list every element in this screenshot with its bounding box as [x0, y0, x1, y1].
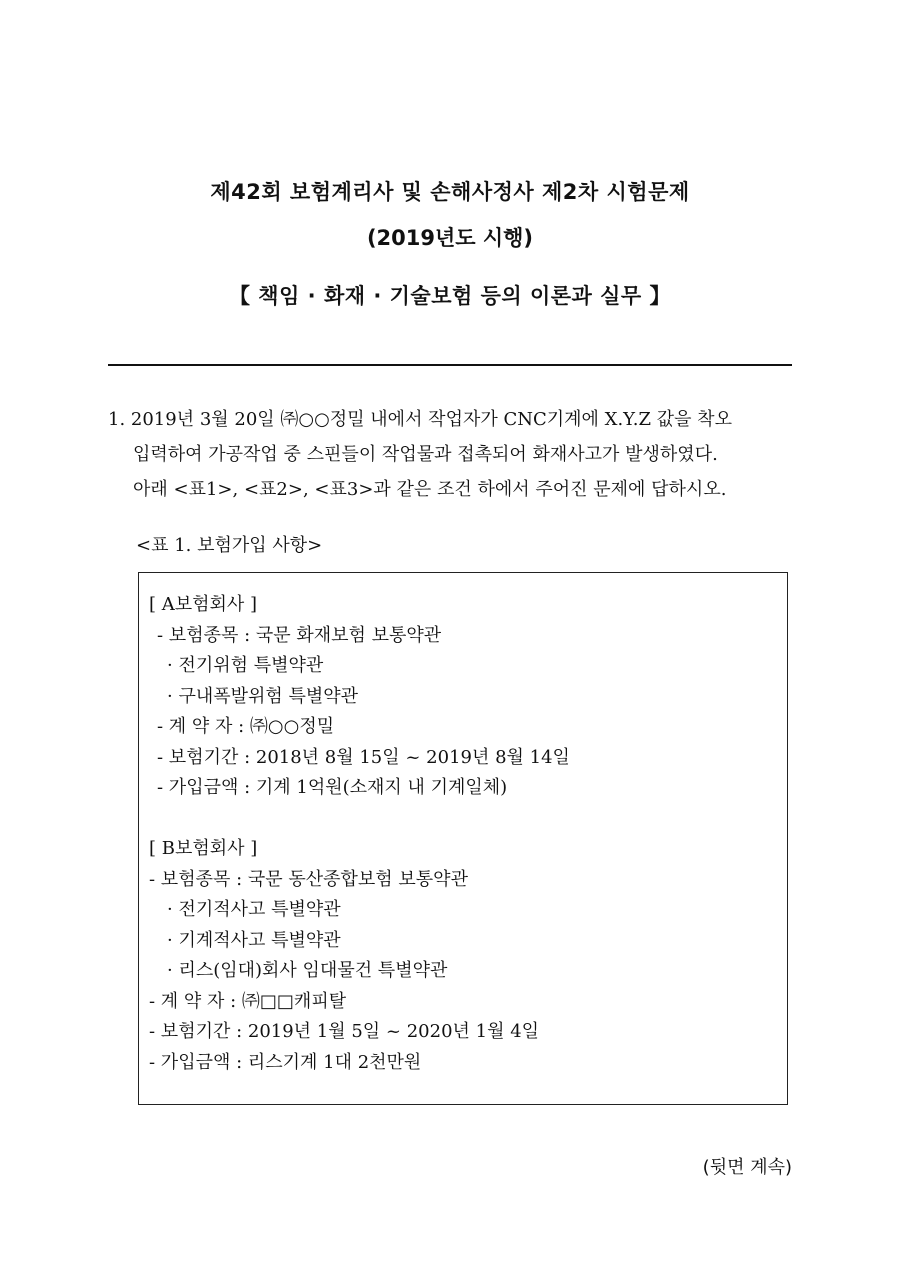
company-b-line: - 보험기간 : 2019년 1월 5일 ~ 2020년 1월 4일 [149, 1021, 540, 1042]
insurance-info-box [138, 572, 788, 1105]
company-a-heading: [ A보험회사 ] [149, 594, 258, 615]
company-b-line: - 가입금액 : 리스기계 1대 2천만원 [149, 1051, 422, 1073]
company-b-line: · 기계적사고 특별약관 [167, 929, 341, 951]
insurance-info-content [149, 590, 570, 1078]
exam-subject: 【 책임 · 화재 · 기술보험 등의 이론과 실무 】 [228, 284, 672, 308]
header-divider [108, 364, 792, 366]
question-1 [108, 402, 798, 507]
continued-note: (뒷면 계속) [702, 1157, 792, 1178]
exam-year: (2019년도 시행) [366, 226, 534, 250]
company-b-line: - 보험종목 : 국문 동산종합보험 보통약관 [149, 868, 468, 890]
question-line: 입력하여 가공작업 중 스핀들이 작업물과 접촉되어 화재사고가 발생하였다. [133, 444, 718, 465]
question-line: 1. 2019년 3월 20일 ㈜○○정밀 내에서 작업자가 CNC기계에 X.Y.Z 값을 착오 [108, 409, 732, 430]
company-a-line: - 보험기간 : 2018년 8월 15일 ~ 2019년 8월 14일 [157, 746, 570, 768]
company-a-line: - 가입금액 : 기계 1억원(소재지 내 기계일체) [157, 777, 508, 798]
exam-header [0, 175, 900, 313]
company-b-heading: [ B보험회사 ] [149, 838, 258, 859]
company-b-line: · 전기적사고 특별약관 [167, 899, 341, 920]
company-a-line: · 구내폭발위험 특별약관 [167, 685, 359, 707]
table-1-caption: <표 1. 보험가입 사항> [136, 535, 323, 556]
company-b-line: · 리스(임대)회사 임대물건 특별약관 [167, 960, 448, 981]
question-line: 아래 <표1>, <표2>, <표3>과 같은 조건 하에서 주어진 문제에 답하시오. [133, 479, 727, 500]
company-a-line: - 보험종목 : 국문 화재보험 보통약관 [157, 624, 442, 646]
company-a-line: · 전기위험 특별약관 [167, 655, 324, 676]
section-spacer [149, 804, 570, 835]
company-b-line: - 계 약 자 : ㈜□□캐피탈 [149, 990, 347, 1012]
exam-title: 제42회 보험계리사 및 손해사정사 제2차 시험문제 [210, 180, 690, 204]
company-a-line: - 계 약 자 : ㈜○○정밀 [157, 716, 335, 737]
